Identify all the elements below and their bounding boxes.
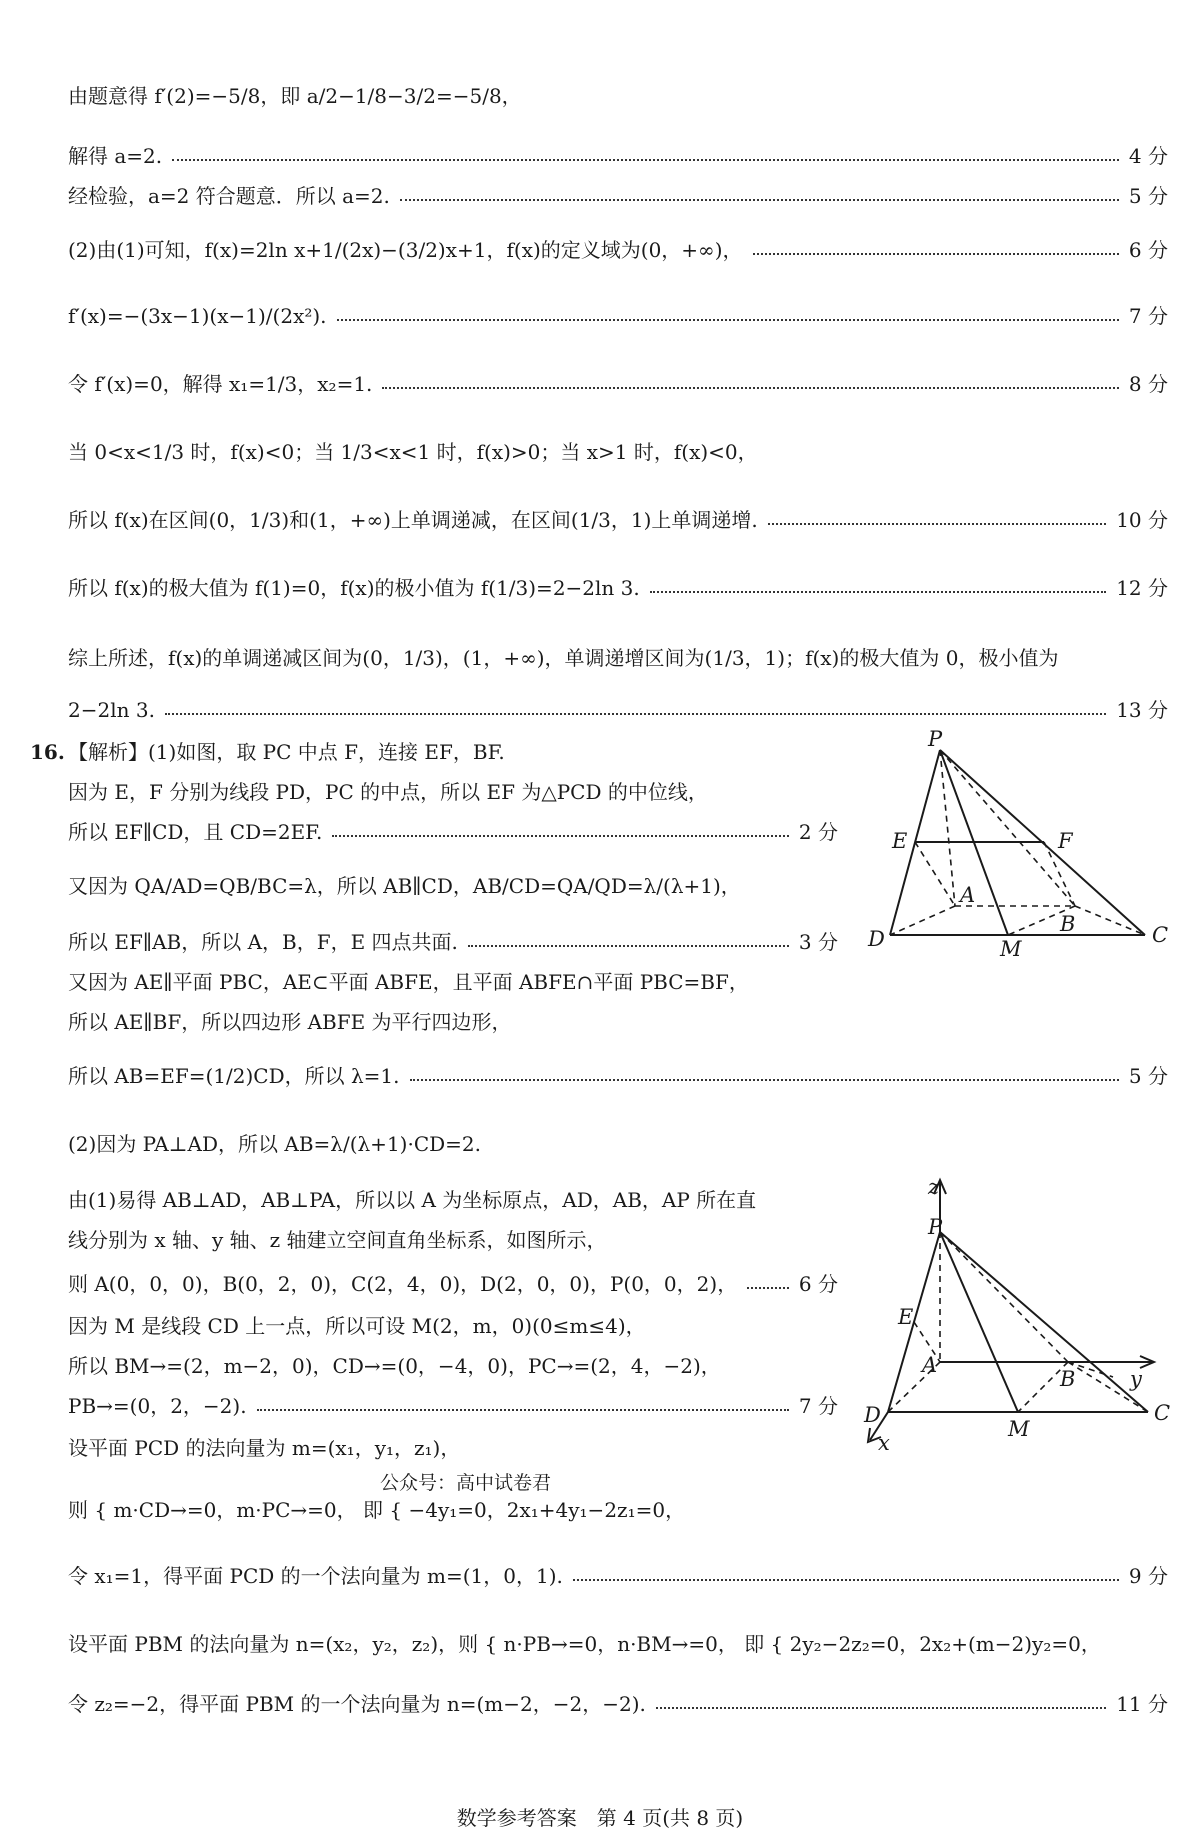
- q16-line-3: 又因为 QA/AD=QB/BC=λ，所以 AB∥CD，AB/CD=QA/QD=λ/(λ+1)，: [68, 874, 741, 898]
- q16-line-7: 所以 AB=EF=(1/2)CD，所以 λ=1. 5 分: [68, 1064, 1168, 1088]
- label-F: F: [1058, 829, 1073, 853]
- q16-line-13: 所以 BM→=(2，m−2，0)，CD→=(0，−4，0)，PC→=(2，4，−2)，: [68, 1354, 721, 1378]
- line-0: 由题意得 f′(2)=−5/8，即 a/2−1/8−3/2=−5/8，: [68, 84, 522, 108]
- watermark-text: 公众号：高中试卷君: [380, 1472, 552, 1494]
- page-footer: 数学参考答案 第 4 页(共 8 页): [456, 1806, 744, 1830]
- line-7: 所以 f(x)在区间(0，1/3)和(1，+∞)上单调递减，在区间(1/3，1)上单调递增. 10 分: [68, 508, 1168, 532]
- label-B2: B: [1060, 1367, 1076, 1391]
- q16-line-17: 令 x₁=1，得平面 PCD 的一个法向量为 m=(1，0，1). 9 分: [68, 1564, 1168, 1588]
- q16-line-18: 设平面 PBM 的法向量为 n=(x₂，y₂，z₂)，则 { n·PB→=0，n·BM→=0， 即 { 2y₂−2z₂=0，2x₂+(m−2)y₂=0，: [68, 1632, 1101, 1656]
- q16-line-12: 因为 M 是线段 CD 上一点，所以可设 M(2，m，0)(0≤m≤4)，: [68, 1314, 646, 1338]
- line-9: 综上所述，f(x)的单调递减区间为(0，1/3)，(1，+∞)，单调递增区间为(1/3，1)；f(x)的极大值为 0，极小值为: [68, 646, 1059, 670]
- line-10: 2−2ln 3. 13 分: [68, 698, 1168, 722]
- line-4: f′(x)=−(3x−1)(x−1)/(2x²). 7 分: [68, 304, 1168, 328]
- q16-line-6: 所以 AE∥BF，所以四边形 ABFE 为平行四边形，: [68, 1010, 512, 1034]
- label-z: z: [928, 1175, 940, 1199]
- label-A: A: [960, 883, 976, 907]
- label-y: y: [1130, 1367, 1142, 1391]
- question-number: 16.: [30, 740, 65, 764]
- label-E: E: [892, 829, 908, 853]
- label-P2: P: [928, 1215, 943, 1239]
- label-D2: D: [864, 1403, 881, 1427]
- q16-line-1: 因为 E，F 分别为线段 PD，PC 的中点，所以 EF 为△PCD 的中位线，: [68, 780, 708, 804]
- q16-line-9: 由(1)易得 AB⊥AD，AB⊥PA，所以以 A 为坐标原点，AD，AB，AP 所在直: [68, 1188, 757, 1212]
- line-2: 经检验，a=2 符合题意．所以 a=2. 5 分: [68, 184, 1168, 208]
- label-P: P: [928, 730, 943, 751]
- q16-line-10: 线分别为 x 轴、y 轴、z 轴建立空间直角坐标系，如图所示，: [68, 1228, 607, 1252]
- label-C: C: [1152, 923, 1169, 947]
- label-C2: C: [1154, 1401, 1171, 1425]
- label-E2: E: [898, 1305, 914, 1329]
- q16-line-0: 【解析】(1)如图，取 PC 中点 F，连接 EF，BF.: [68, 740, 505, 764]
- q16-line-19: 令 z₂=−2，得平面 PBM 的一个法向量为 n=(m−2，−2，−2). 11 分: [68, 1692, 1168, 1716]
- line-3: (2)由(1)可知，f(x)=2ln x+1/(2x)−(3/2)x+1，f(x)的定义域为(0，+∞)， 6 分: [68, 238, 1168, 262]
- q16-line-14: PB→=(0，2，−2). 7 分: [68, 1394, 838, 1418]
- label-x: x: [878, 1431, 890, 1452]
- label-M: M: [1000, 937, 1022, 960]
- q16-line-16: 则 { m·CD→=0，m·PC→=0， 即 { −4y₁=0，2x₁+4y₁−2z₁=0，: [68, 1498, 686, 1522]
- q16-line-11: 则 A(0，0，0)，B(0，2，0)，C(2，4，0)，D(2，0，0)，P(0，0，2)， 6 分: [68, 1272, 838, 1296]
- label-D: D: [868, 927, 885, 951]
- q16-line-15: 设平面 PCD 的法向量为 m=(x₁，y₁，z₁)，: [68, 1436, 461, 1460]
- q16-line-4: 所以 EF∥AB，所以 A，B，F，E 四点共面. 3 分: [68, 930, 838, 954]
- q16-line-2: 所以 EF∥CD，且 CD=2EF. 2 分: [68, 820, 838, 844]
- figure-pyramid-2: [848, 1172, 1178, 1452]
- q16-line-5: 又因为 AE∥平面 PBC，AE⊂平面 ABFE，且平面 ABFE∩平面 PBC=BF，: [68, 970, 749, 994]
- label-A2: A: [922, 1353, 938, 1377]
- line-5: 令 f′(x)=0，解得 x₁=1/3，x₂=1. 8 分: [68, 372, 1168, 396]
- figure-pyramid-1: [860, 730, 1180, 960]
- line-6: 当 0<x<1/3 时，f(x)<0；当 1/3<x<1 时，f(x)>0；当 x>1 时，f(x)<0，: [68, 440, 758, 464]
- label-B: B: [1060, 912, 1076, 936]
- q16-line-8: (2)因为 PA⊥AD，所以 AB=λ/(λ+1)·CD=2.: [68, 1132, 482, 1156]
- label-M2: M: [1008, 1417, 1030, 1441]
- line-8: 所以 f(x)的极大值为 f(1)=0，f(x)的极小值为 f(1/3)=2−2ln 3. 12 分: [68, 576, 1168, 600]
- line-1: 解得 a=2. 4 分: [68, 144, 1168, 168]
